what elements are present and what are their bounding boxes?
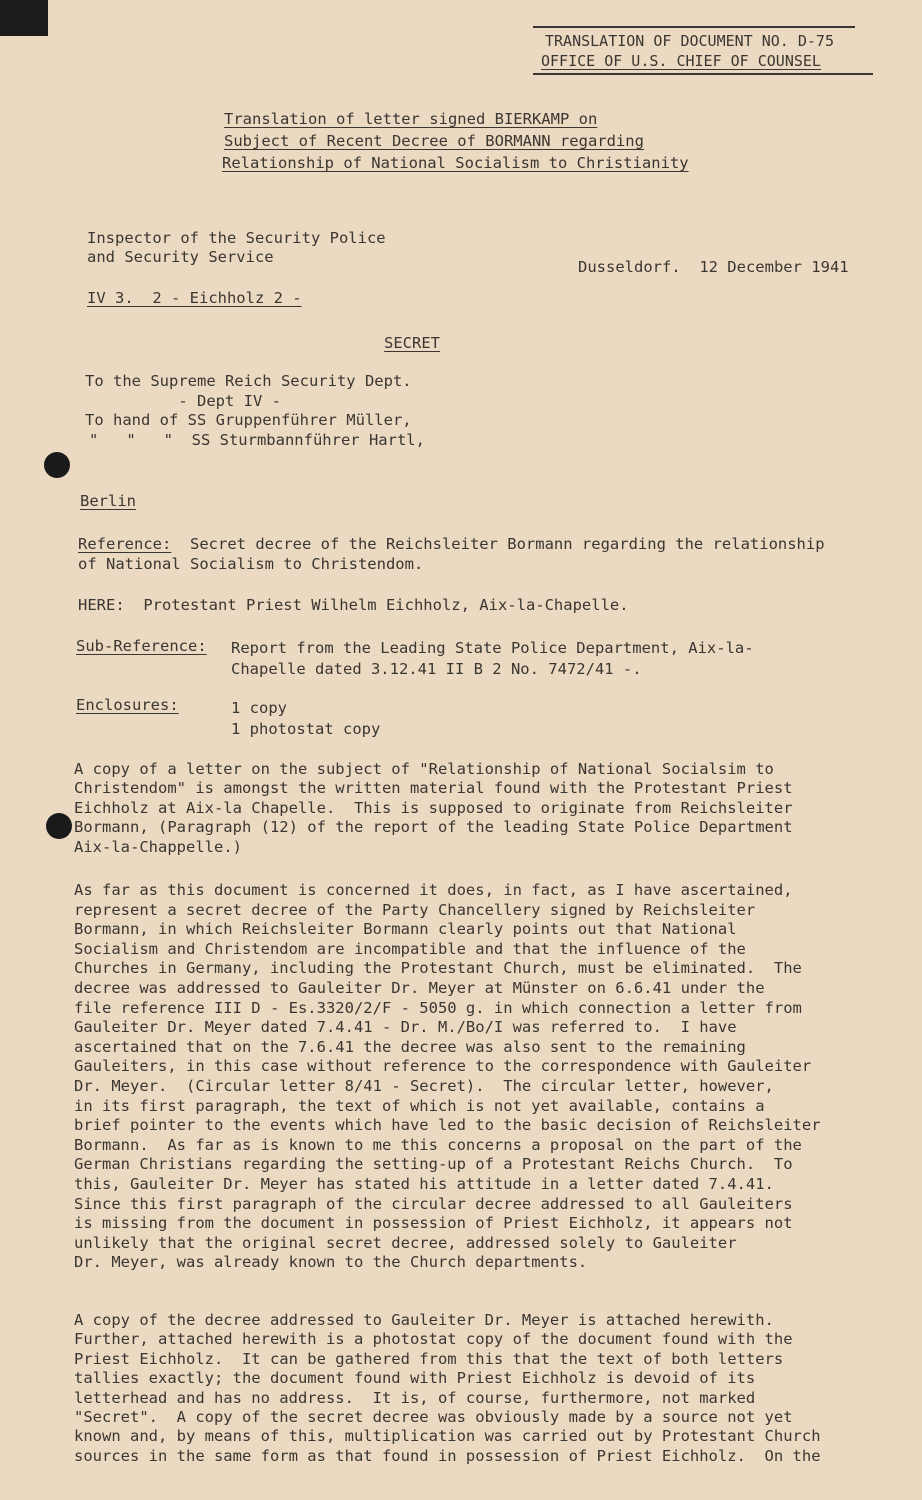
- sender-line-2: and Security Service: [87, 248, 274, 266]
- paragraph-3-line: A copy of the decree addressed to Gauleiter Dr. Meyer is attached herewith.: [74, 1311, 774, 1329]
- paragraph-3-line: sources in the same form as that found in possession of Priest Eichholz. On the: [74, 1446, 821, 1465]
- place-date: Dusseldorf. 12 December 1941: [578, 258, 849, 276]
- paragraph-2-line: Gauleiters, in this case without reference to the correspondence with Gauleiter: [74, 1057, 812, 1076]
- paragraph-2-line: file reference III D - Es.3320/2/F - 5050 g. in which connection a letter from: [74, 998, 802, 1017]
- here-text: Protestant Priest Wilhelm Eichholz, Aix-la-Chapelle.: [124, 596, 629, 614]
- reference-text-1: Secret decree of the Reichsleiter Bormann regarding the relationship: [171, 535, 825, 553]
- punch-hole-bottom: [46, 813, 72, 839]
- paragraph-2-line: Bormann, in which Reichsleiter Bormann clearly points out that National: [74, 920, 737, 939]
- paragraph-1-line: Bormann, (Paragraph (12) of the report of the leading State Police Department: [74, 818, 793, 837]
- paragraph-3-line: tallies exactly; the document found with Priest Eichholz is devoid of its: [74, 1369, 756, 1388]
- sender-line-1: Inspector of the Security Police: [87, 229, 386, 247]
- paragraph-1-line: Eichholz at Aix-la Chapelle. This is supposed to originate from Reichsleiter: [74, 798, 793, 817]
- paragraph-3-line: letterhead and has no address. It is, of course, furthermore, not marked: [74, 1388, 756, 1407]
- header-office: OFFICE OF U.S. CHIEF OF COUNSEL: [541, 52, 821, 70]
- paragraph-3-line: known and, by means of this, multiplication was carried out by Protestant Church: [74, 1427, 821, 1446]
- classification-secret: SECRET: [384, 334, 440, 352]
- paragraph-3: [74, 1311, 864, 1466]
- enclosure-item-2: 1 photostat copy: [231, 720, 381, 738]
- paragraph-3-line: "Secret". A copy of the secret decree was obviously made by a source not yet: [74, 1408, 793, 1427]
- header-rule-bottom: [533, 73, 873, 75]
- paragraph-3-line: Further, attached herewith is a photostat copy of the document found with the: [74, 1330, 793, 1349]
- paragraph-2-line: is missing from the document in possession of Priest Eichholz, it appears not: [74, 1214, 793, 1233]
- paragraph-2-line: unlikely that the original secret decree, addressed solely to Gauleiter: [74, 1233, 737, 1252]
- paragraph-2-line: in its first paragraph, the text of which is not yet available, contains a: [74, 1096, 765, 1115]
- punch-hole-top: [44, 452, 70, 478]
- paragraph-1: [74, 760, 864, 857]
- paragraph-2: [74, 881, 864, 1273]
- title-line-3: Relationship of National Socialism to Christianity: [222, 154, 689, 172]
- paragraph-2-line: Bormann. As far as is known to me this concerns a proposal on the part of the: [74, 1135, 802, 1154]
- paragraph-2-line: Dr. Meyer. (Circular letter 8/41 - Secret). The circular letter, however,: [74, 1076, 774, 1095]
- paragraph-2-line: ascertained that on the 7.6.41 the decree was also sent to the remaining: [74, 1037, 746, 1056]
- header-document-number: TRANSLATION OF DOCUMENT NO. D-75: [545, 32, 834, 50]
- here-label: HERE:: [78, 596, 125, 614]
- header-rule-top: [533, 26, 855, 28]
- paragraph-2-line: Gauleiter Dr. Meyer dated 7.4.41 - Dr. M./Bo/I was referred to. I have: [74, 1018, 737, 1037]
- paragraph-2-line: represent a secret decree of the Party Chancellery signed by Reichsleiter: [74, 900, 756, 919]
- paragraph-2-line: As far as this document is concerned it does, in fact, as I have ascertained,: [74, 881, 793, 899]
- reference-text-2: of National Socialism to Christendom.: [78, 555, 424, 573]
- paragraph-2-line: decree was addressed to Gauleiter Dr. Meyer at Münster on 6.6.41 under the: [74, 978, 765, 997]
- paragraph-2-line: Dr. Meyer, was already known to the Church departments.: [74, 1253, 588, 1272]
- enclosures-label: Enclosures:: [76, 696, 179, 714]
- title-line-1: Translation of letter signed BIERKAMP on: [224, 110, 598, 128]
- addressee-line-4: " " " SS Sturmbannführer Hartl,: [89, 431, 425, 449]
- enclosure-item-1: 1 copy: [231, 699, 287, 717]
- paragraph-2-line: Socialism and Christendom are incompatible and that the influence of the: [74, 939, 746, 958]
- sub-reference-text-2: Chapelle dated 3.12.41 II B 2 No. 7472/41 -.: [231, 660, 642, 678]
- addressee-line-1: To the Supreme Reich Security Dept.: [85, 372, 412, 390]
- paragraph-2-line: this, Gauleiter Dr. Meyer has stated his attitude in a letter dated 7.4.41.: [74, 1174, 774, 1193]
- file-reference: IV 3. 2 - Eichholz 2 -: [87, 289, 302, 307]
- sub-reference-text-1: Report from the Leading State Police Department, Aix-la-: [231, 639, 754, 657]
- paragraph-2-line: brief pointer to the events which have led to the basic decision of Reichsleiter: [74, 1116, 821, 1135]
- scan-corner-mark: [0, 0, 48, 36]
- paragraph-2-line: German Christians regarding the setting-up of a Protestant Reichs Church. To: [74, 1155, 793, 1174]
- sub-reference-label: Sub-Reference:: [76, 637, 207, 655]
- paragraph-3-line: Priest Eichholz. It can be gathered from this that the text of both letters: [74, 1349, 784, 1368]
- here-line: [78, 596, 629, 615]
- addressee-line-3: To hand of SS Gruppenführer Müller,: [85, 411, 412, 429]
- paragraph-1-line: Christendom" is amongst the written material found with the Protestant Priest: [74, 779, 793, 798]
- paragraph-1-line: Aix-la-Chappelle.): [74, 837, 242, 856]
- addressee-line-2: - Dept IV -: [85, 392, 281, 410]
- title-line-2: Subject of Recent Decree of BORMANN regarding: [224, 132, 644, 150]
- paragraph-1-line: A copy of a letter on the subject of "Relationship of National Socialsim to: [74, 760, 774, 778]
- paragraph-2-line: Churches in Germany, including the Protestant Church, must be eliminated. The: [74, 959, 802, 978]
- city-berlin: Berlin: [80, 492, 136, 510]
- reference-label: Reference:: [78, 535, 172, 553]
- reference-line-1: [78, 535, 825, 554]
- paragraph-2-line: Since this first paragraph of the circular decree addressed to all Gauleiters: [74, 1194, 793, 1213]
